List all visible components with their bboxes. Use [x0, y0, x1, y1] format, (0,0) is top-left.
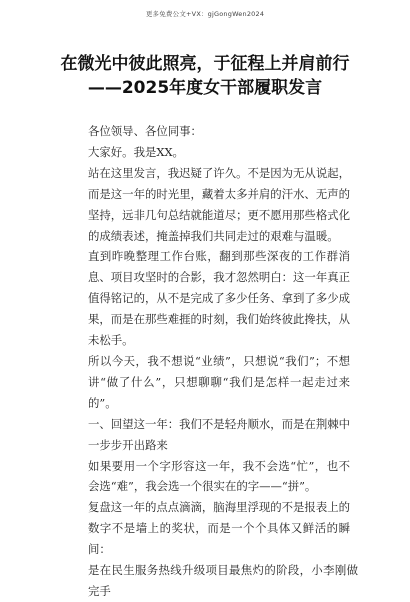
document-title [0, 52, 410, 100]
body-paragraph: 直到昨晚整理工作台账，翻到那些深夜的工作群消息、项目攻坚时的合影，我才忽然明白：这一年真正值得铭记的，从不是完成了多少任务、拿到了多少成果，而是在那些难捱的时刻，我们始终彼此搀扶，从未松手。 [88, 249, 350, 348]
body-paragraph: 所以今天，我不想说“业绩”，只想说“我们”；不想讲“做了什么”，只想聊聊“我们是怎样一起走过来的”。 [88, 353, 350, 410]
title-line-2: ——2025年度女干部履职发言 [87, 78, 323, 98]
section-heading: 一、回望这一年：我们不是轻舟顺水，而是在荆棘中一步步开出路来 [88, 416, 350, 452]
body-paragraph: 如果要用一个字形容这一年，我不会选“忙”，也不会选“难”，我会选一个很实在的字——“拼”。 [88, 458, 350, 494]
salutation: 各位领导、各位同事： [88, 124, 202, 138]
document-body [88, 121, 358, 602]
body-paragraph: 站在这里发言，我迟疑了许久。不是因为无从说起，而是这一年的时光里，藏着太多并肩的汗水、无声的坚持，远非几句总结就能道尽；更不愿用那些格式化的成绩表述，掩盖掉我们共同走过的艰难与温暖。 [88, 165, 350, 243]
header-note: 更多免费公文+VX：gjGongWen2024 [145, 10, 265, 18]
greeting: 大家好。我是XX。 [88, 144, 184, 159]
body-paragraph: 是在民生服务热线升级项目最焦灼的阶段，小李刚做完手 [88, 563, 358, 598]
body-paragraph: 复盘这一年的点点滴滴，脑海里浮现的不是报表上的数字不是墙上的奖状，而是一个个具体又鲜活的瞬间： [88, 500, 350, 557]
title-line-1: 在微光中彼此照亮，于征程上并肩前行 [60, 54, 350, 74]
